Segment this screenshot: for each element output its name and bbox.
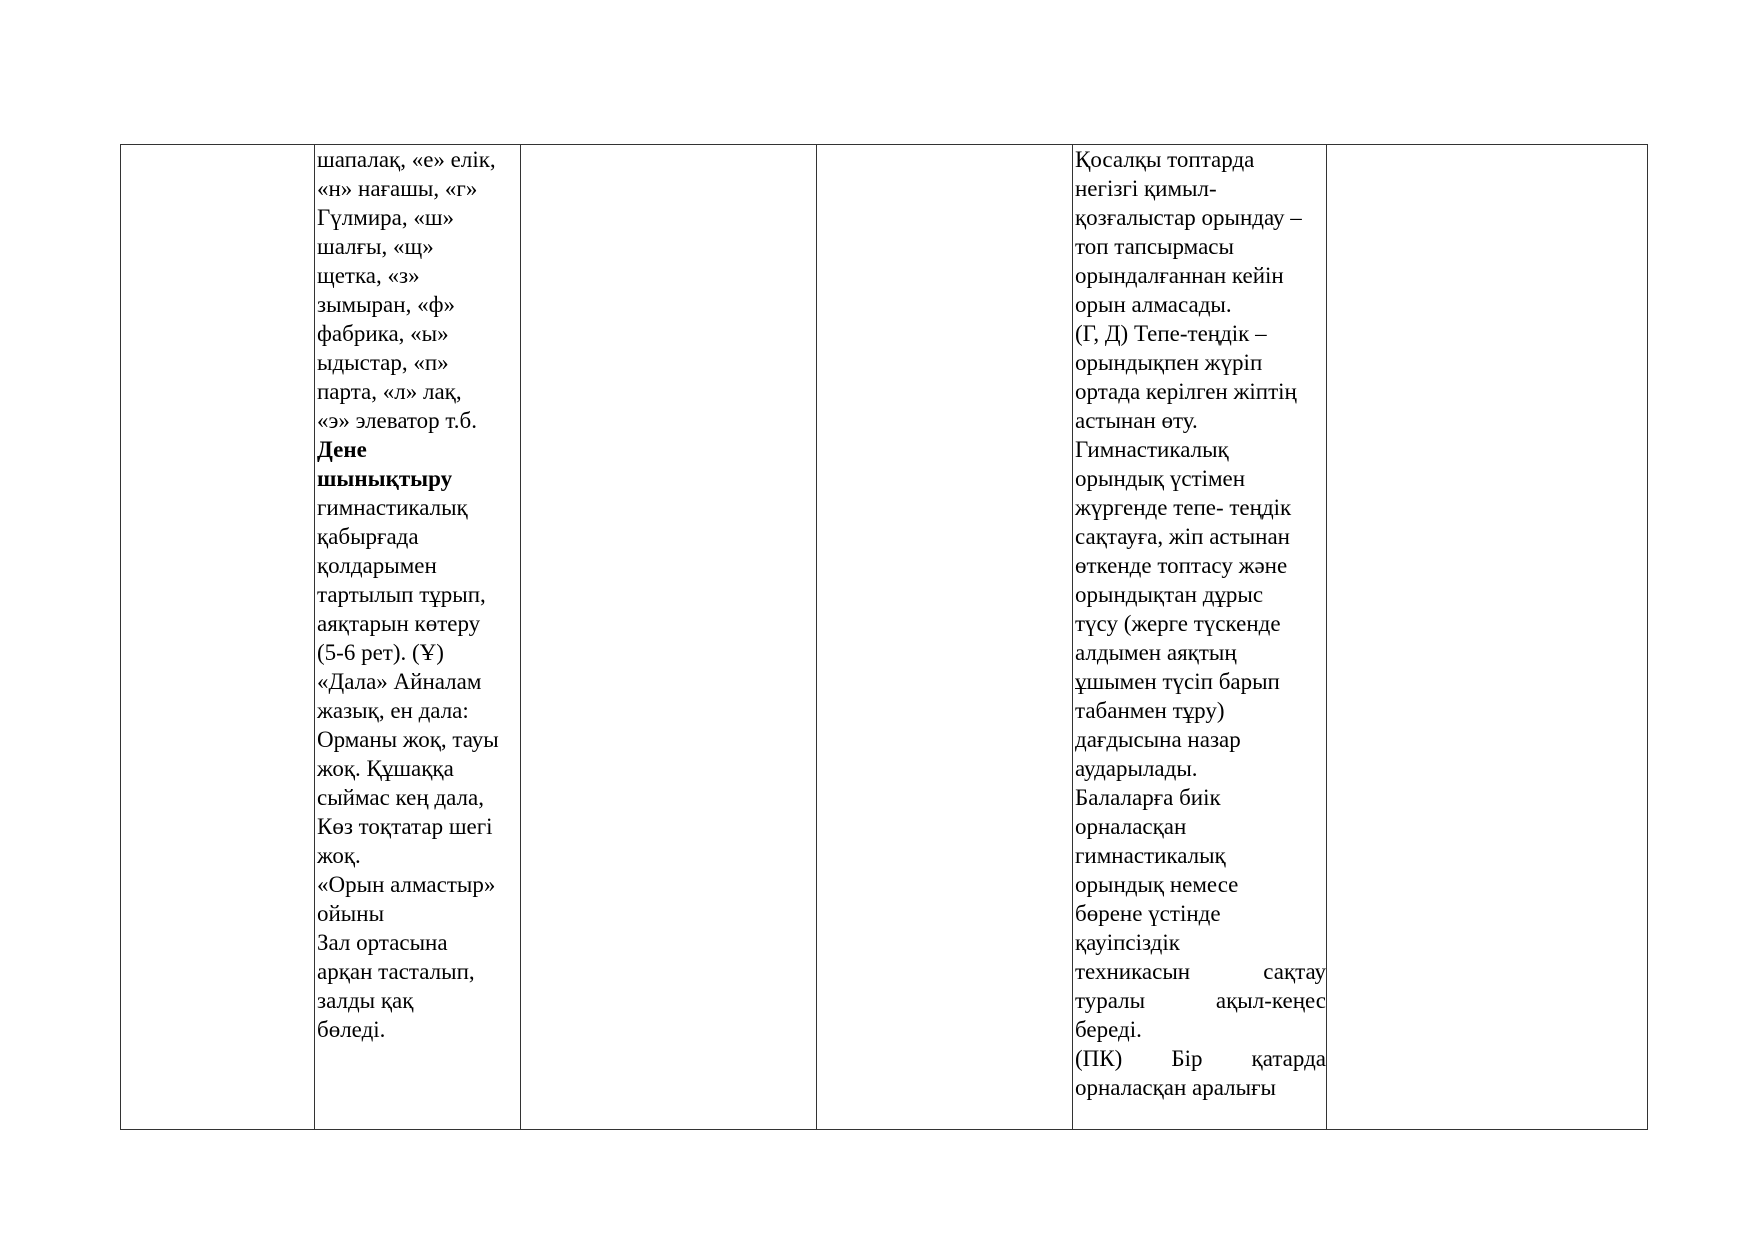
text-line: алдымен аяқтың bbox=[1075, 640, 1237, 665]
text-line: арқан тасталып, bbox=[317, 959, 475, 984]
text-line: «н» нағашы, «г» bbox=[317, 176, 478, 201]
text-line: ортада керілген жіптің bbox=[1075, 379, 1297, 404]
text-line: бөледі. bbox=[317, 1017, 386, 1042]
text-line: Көз тоқтатар шегі bbox=[317, 814, 493, 839]
text-line: орындық немесе bbox=[1075, 872, 1239, 897]
text-line: жоқ. bbox=[317, 843, 361, 868]
text-line: астынан өту. bbox=[1075, 408, 1198, 433]
text-line: Орманы жоқ, тауы bbox=[317, 727, 499, 752]
table-cell-activity bbox=[315, 145, 521, 1130]
table-cell-empty bbox=[521, 145, 817, 1130]
text-line: қабырғада bbox=[317, 524, 419, 549]
text-line: тартылып тұрып, bbox=[317, 582, 486, 607]
text-line: аударылады. bbox=[1075, 756, 1198, 781]
text-line: қолдарымен bbox=[317, 553, 437, 578]
text-line: қауіпсіздік bbox=[1075, 930, 1180, 955]
text-line: (Г, Д) Тепе-теңдік – bbox=[1075, 321, 1267, 346]
text-line: шапалақ, «е» елік, bbox=[317, 147, 496, 172]
text-line: Гүлмира, «ш» bbox=[317, 205, 455, 230]
text-line: береді. bbox=[1075, 1017, 1142, 1042]
text-line: орын алмасады. bbox=[1075, 292, 1232, 317]
table-cell-instructions bbox=[1073, 145, 1327, 1130]
text-line: түсу (жерге түскенде bbox=[1075, 611, 1281, 636]
text-line: сақтауға, жіп астынан bbox=[1075, 524, 1290, 549]
text-line: шалғы, «щ» bbox=[317, 234, 434, 259]
text-line: Дене bbox=[317, 437, 367, 462]
table-cell-empty bbox=[121, 145, 315, 1130]
text-line: «Дала» Айналам bbox=[317, 669, 482, 694]
instructions-text bbox=[1073, 145, 1326, 1102]
table-row bbox=[121, 145, 1648, 1130]
text-line: бөрене үстінде bbox=[1075, 901, 1221, 926]
text-line: жазық, ен дала: bbox=[317, 698, 469, 723]
text-line: (5-6 рет). (Ұ) bbox=[317, 640, 444, 665]
text-line: техникасын сақтау bbox=[1075, 959, 1326, 984]
text-line: зымыран, «ф» bbox=[317, 292, 455, 317]
text-line: орналасқан аралығы bbox=[1075, 1075, 1276, 1100]
text-line: Гимнастикалық bbox=[1075, 437, 1229, 462]
text-line: сыймас кең дала, bbox=[317, 785, 484, 810]
text-line: гимнастикалық bbox=[317, 495, 468, 520]
text-line: топ тапсырмасы bbox=[1075, 234, 1234, 259]
table-cell-empty bbox=[1327, 145, 1648, 1130]
text-line: табанмен тұру) bbox=[1075, 698, 1225, 723]
table-cell-empty bbox=[817, 145, 1073, 1130]
text-line: гимнастикалық bbox=[1075, 843, 1226, 868]
text-line: орындық үстімен bbox=[1075, 466, 1246, 491]
text-line: залды қақ bbox=[317, 988, 414, 1013]
text-line: Зал ортасына bbox=[317, 930, 448, 955]
activity-text bbox=[315, 145, 520, 1044]
text-line: аяқтарын көтеру bbox=[317, 611, 481, 636]
text-line: өткенде топтасу және bbox=[1075, 553, 1288, 578]
text-line: Балаларға биік bbox=[1075, 785, 1221, 810]
text-line: ыдыстар, «п» bbox=[317, 350, 449, 375]
text-line: орналасқан bbox=[1075, 814, 1187, 839]
text-line: ұшымен түсіп барып bbox=[1075, 669, 1280, 694]
text-line: орындықтан дұрыс bbox=[1075, 582, 1264, 607]
text-line: шынықтыру bbox=[317, 466, 453, 491]
text-line: орындықпен жүріп bbox=[1075, 350, 1263, 375]
text-line: жоқ. Құшаққа bbox=[317, 756, 454, 781]
text-line: (ПК) Бір қатарда bbox=[1075, 1046, 1326, 1071]
text-line: Қосалқы топтарда bbox=[1075, 147, 1255, 172]
text-line: дағдысына назар bbox=[1075, 727, 1241, 752]
text-line: қозғалыстар орындау – bbox=[1075, 205, 1302, 230]
text-line: орындалғаннан кейін bbox=[1075, 263, 1284, 288]
text-line: «Орын алмастыр» bbox=[317, 872, 496, 897]
text-line: фабрика, «ы» bbox=[317, 321, 449, 346]
text-line: жүргенде тепе- теңдік bbox=[1075, 495, 1292, 520]
text-line: ойыны bbox=[317, 901, 385, 926]
text-line: щетка, «з» bbox=[317, 263, 420, 288]
text-line: «э» элеватор т.б. bbox=[317, 408, 477, 433]
text-line: туралы ақыл-кеңес bbox=[1075, 988, 1326, 1013]
lesson-plan-table bbox=[120, 144, 1648, 1130]
text-line: парта, «л» лақ, bbox=[317, 379, 462, 404]
text-line: негізгі қимыл- bbox=[1075, 176, 1217, 201]
